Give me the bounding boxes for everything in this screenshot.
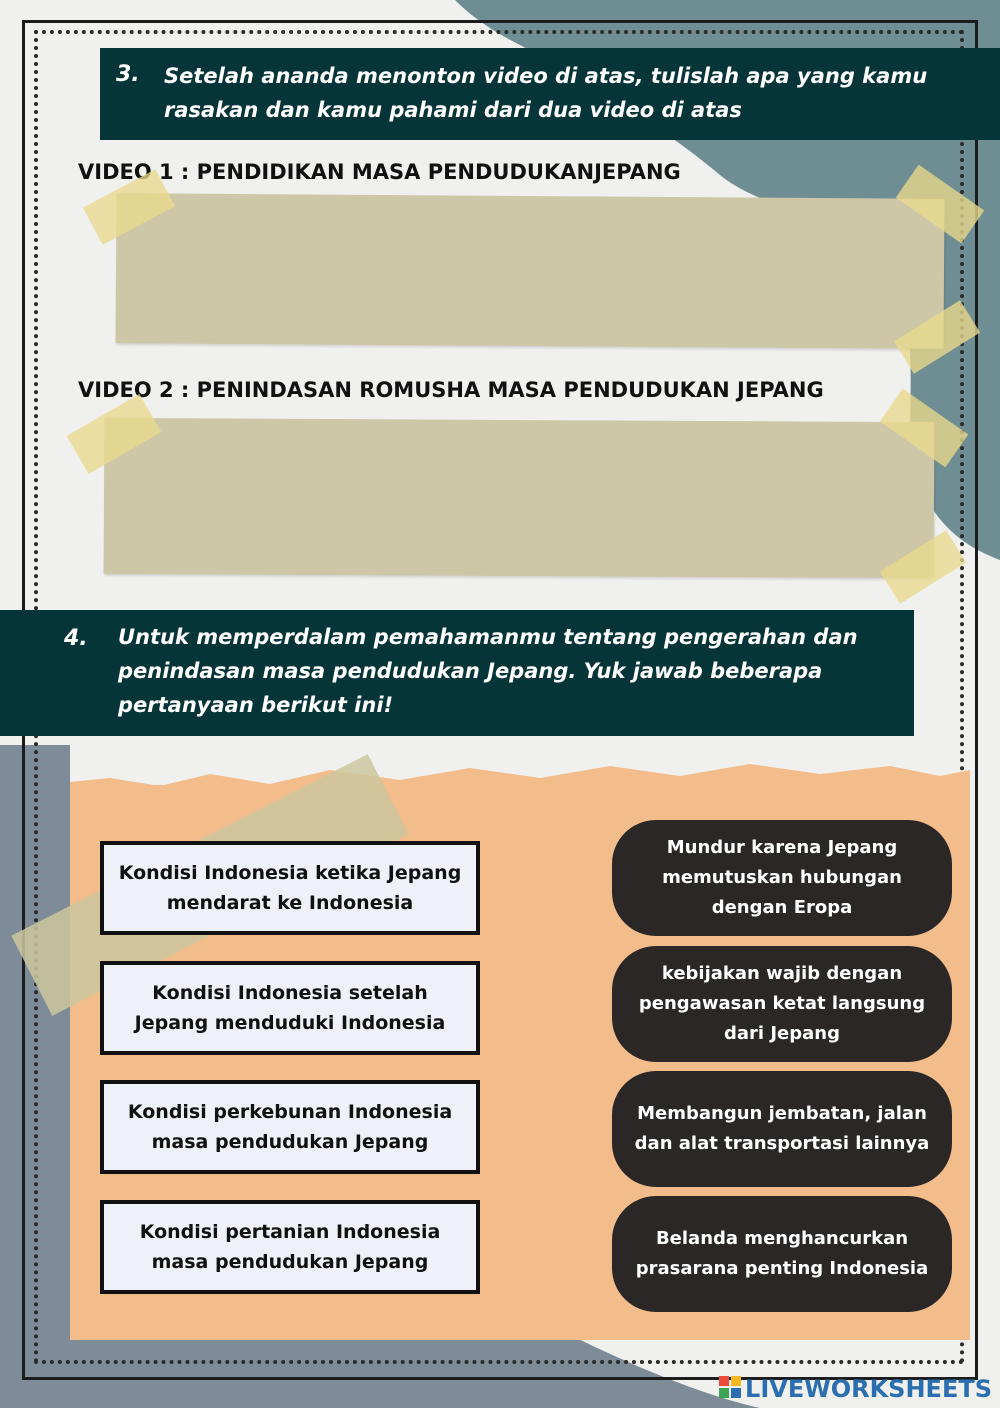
liveworksheets-watermark	[719, 1375, 992, 1404]
answer-pill-1[interactable]: Mundur karena Jepang memutuskan hubungan dengan Eropa	[612, 820, 952, 936]
torn-edge-top	[70, 760, 970, 800]
section-3-number: 3.	[116, 62, 140, 87]
section-4-text: Untuk memperdalam pemahamanmu tentang pengerahan dan penindasan masa pendudukan Jepang. Yuk jawab beberapa pertanyaan berikut ini!	[118, 625, 858, 717]
question-box-2[interactable]: Kondisi Indonesia setelah Jepang menduduki Indonesia	[100, 961, 480, 1055]
question-box-1[interactable]: Kondisi Indonesia ketika Jepang mendarat ke Indonesia	[100, 841, 480, 935]
video-1-label: VIDEO 1 : PENDIDIKAN MASA PENDUDUKANJEPANG	[78, 160, 681, 184]
liveworksheets-logo-icon	[719, 1376, 741, 1404]
video-2-label: VIDEO 2 : PENINDASAN ROMUSHA MASA PENDUDUKAN JEPANG	[78, 378, 824, 402]
question-box-4[interactable]: Kondisi pertanian Indonesia masa pendudukan Jepang	[100, 1200, 480, 1294]
video-1-answer-input[interactable]	[130, 206, 934, 340]
answer-pill-2[interactable]: kebijakan wajib dengan pengawasan ketat langsung dari Jepang	[612, 946, 952, 1062]
section-4-banner	[0, 610, 914, 736]
question-box-3[interactable]: Kondisi perkebunan Indonesia masa pendudukan Jepang	[100, 1080, 480, 1174]
answer-pill-3[interactable]: Membangun jembatan, jalan dan alat transportasi lainnya	[612, 1071, 952, 1187]
section-4-number: 4.	[64, 626, 88, 651]
answer-pill-4[interactable]: Belanda menghancurkan prasarana penting Indonesia	[612, 1196, 952, 1312]
video-2-answer-input[interactable]	[118, 432, 922, 568]
section-3-text: Setelah ananda menonton video di atas, tulislah apa yang kamu rasakan dan kamu pahami dari dua video di atas	[164, 64, 928, 122]
watermark-text: LIVEWORKSHEETS	[745, 1375, 992, 1403]
section-3-banner	[100, 48, 1000, 140]
